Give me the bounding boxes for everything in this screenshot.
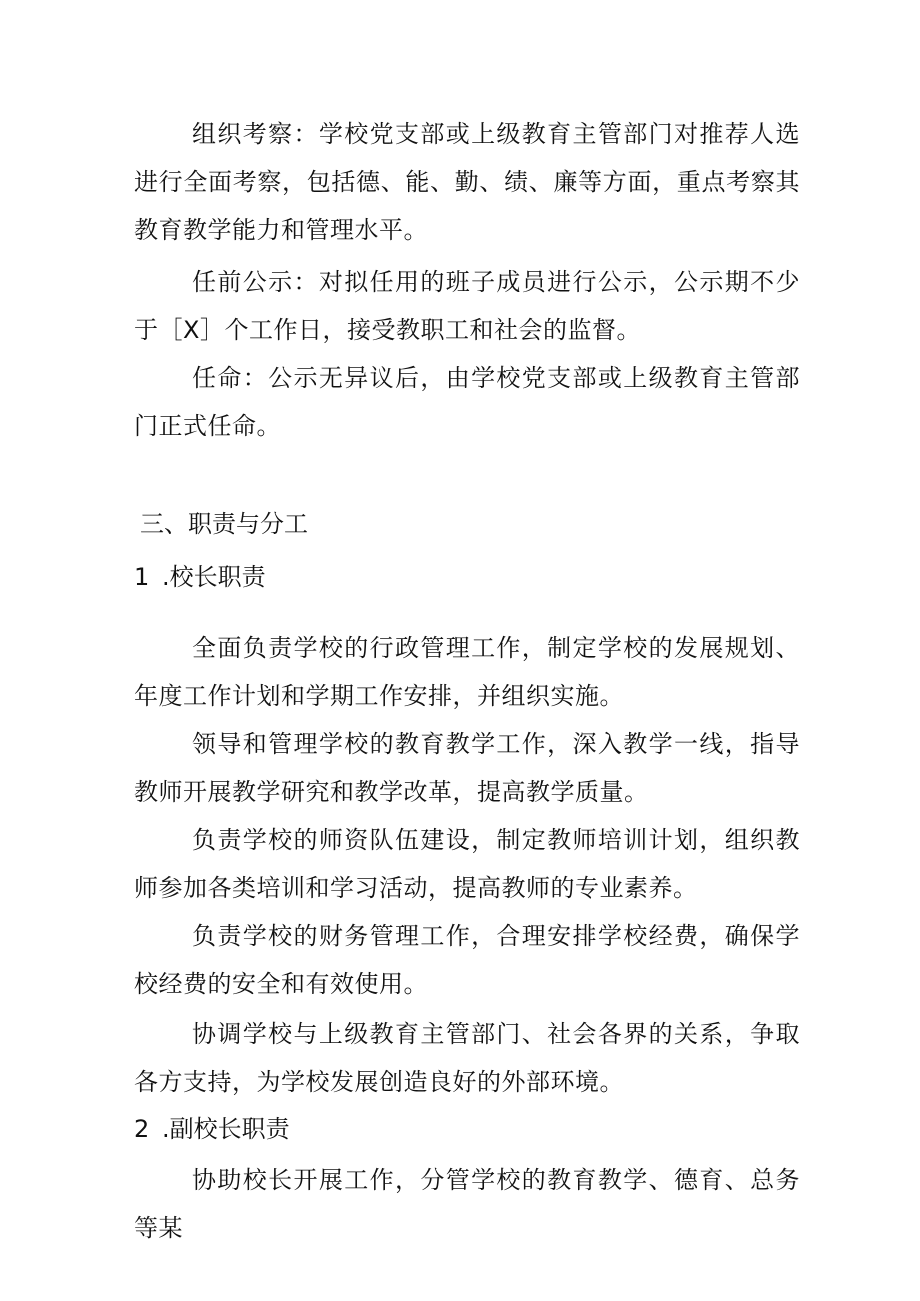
principal-duty-1: 全面负责学校的行政管理工作，制定学校的发展规划、年度工作计划和学期工作安排，并组织实施。: [134, 634, 800, 710]
principal-duty-5: 协调学校与上级教育主管部门、社会各界的关系，争取各方支持，为学校发展创造良好的外部环境。: [134, 1020, 800, 1096]
section-heading: 三、职责与分工: [140, 510, 308, 538]
principal-duty-4: 负责学校的财务管理工作，合理安排学校经费，确保学校经费的安全和有效使用。: [134, 922, 800, 998]
item-title: .校长职责: [162, 563, 266, 591]
item-number: 2: [134, 1115, 150, 1143]
item-number: 1: [134, 563, 150, 591]
principal-duty-3: 负责学校的师资队伍建设，制定教师培训计划，组织教师参加各类培训和学习活动，提高教师的专业素养。: [134, 826, 800, 902]
vice-duty-1: 协助校长开展工作，分管学校的教育教学、德育、总务等某: [134, 1166, 800, 1242]
item-title: .副校长职责: [162, 1115, 290, 1143]
item-heading-vice-principal: [134, 1105, 290, 1153]
item-heading-principal: [134, 553, 266, 601]
principal-duty-2: 领导和管理学校的教育教学工作，深入教学一线，指导教师开展教学研究和教学改革，提高教学质量。: [134, 730, 800, 806]
paragraph-appointment: 任命：公示无异议后，由学校党支部或上级教育主管部门正式任命。: [134, 364, 800, 440]
paragraph-organizational-inspection: 组织考察：学校党支部或上级教育主管部门对推荐人选进行全面考察，包括德、能、勤、绩、廉等方面，重点考察其教育教学能力和管理水平。: [134, 120, 800, 244]
paragraph-pre-appointment-notice: 任前公示：对拟任用的班子成员进行公示，公示期不少于［X］个工作日，接受教职工和社会的监督。: [134, 268, 800, 344]
